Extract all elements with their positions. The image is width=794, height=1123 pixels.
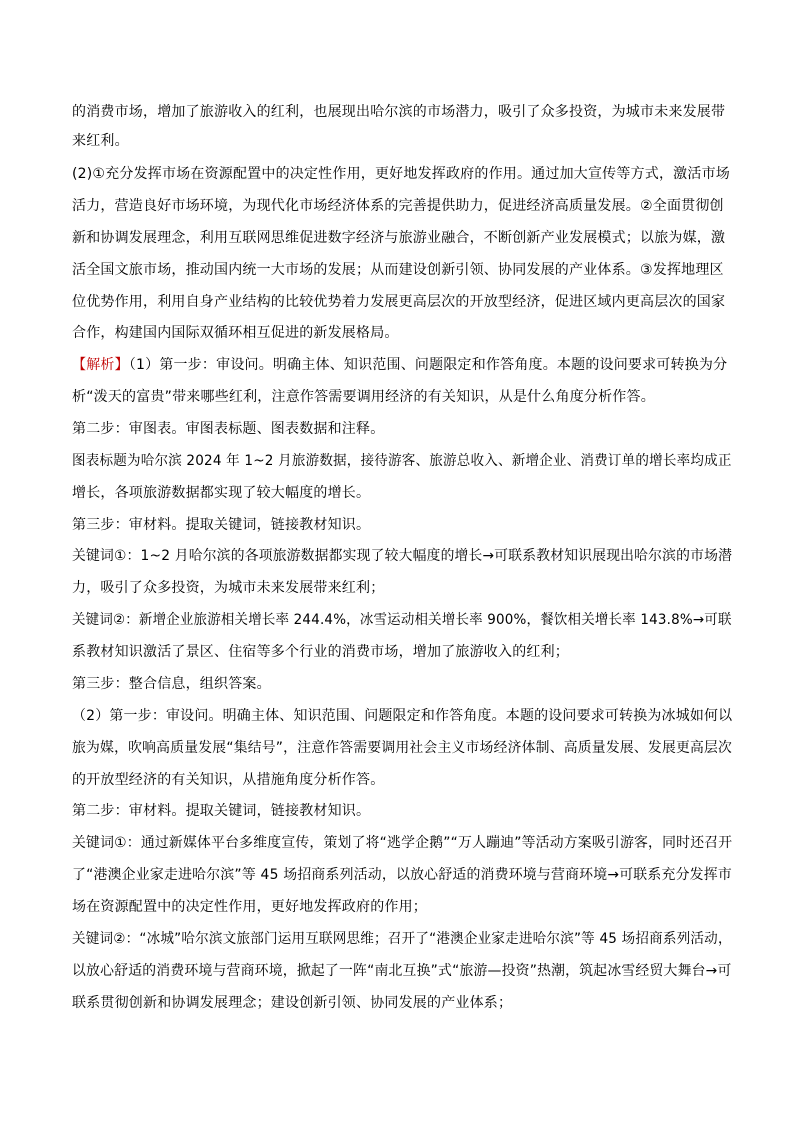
text-line: 位优势作用，利用自身产业结构的比较优势着力发展更高层次的开放型经济，促进区域内更高层次的国家: [72, 294, 726, 310]
text-line: （2）第一步：审设问。明确主体、知识范围、问题限定和作答角度。本题的设问要求可转换为冰城如何以: [72, 708, 733, 724]
text-line: 力，吸引了众多投资，为城市未来发展带来红利；: [72, 580, 385, 596]
text-line: 关键词①：1~2 月哈尔滨的各项旅游数据都实现了较大幅度的增长→可联系教材知识展现出哈尔滨的市场潜: [72, 548, 733, 564]
text-line: 的消费市场，增加了旅游收入的红利，也展现出哈尔滨的市场潜力，吸引了众多投资，为城市未来发展带: [72, 104, 726, 120]
text-line: 系教材知识激活了景区、住宿等多个行业的消费市场，增加了旅游收入的红利；: [72, 644, 569, 660]
text-line: 的开放型经济的有关知识，从措施角度分析作答。: [72, 772, 385, 788]
text-line: 关键词②：“冰城”哈尔滨文旅部门运用互联网思维；召开了“港澳企业家走进哈尔滨”等 45 场招商系列活动，: [72, 931, 732, 947]
text-line: 第二步：审图表。审图表标题、图表数据和注释。: [72, 421, 385, 437]
text-line: 第二步：审材料。提取关键词，链接教材知识。: [72, 803, 371, 819]
text-line: 增长，各项旅游数据都实现了较大幅度的增长。: [72, 485, 371, 501]
text-line: 第三步：整合信息，组织答案。: [72, 676, 271, 692]
text-line: 场在资源配置中的决定性作用，更好地发挥政府的作用；: [72, 899, 427, 915]
analysis-line: [72, 355, 732, 375]
text-line: 来红利。: [72, 133, 129, 149]
text-line: 联系贯彻创新和协调发展理念；建设创新引领、协同发展的产业体系；: [72, 995, 513, 1011]
text-line: 图表标题为哈尔滨 2024 年 1~2 月旅游数据，接待游客、旅游总收入、新增企业、消费订单的增长率均成正: [72, 453, 732, 469]
text-line: 关键词①：通过新媒体平台多维度宣传，策划了将“逃学企鹅”“万人蹦迪”等活动方案吸引游客，同时还召开: [72, 835, 733, 851]
analysis-tag: 【解析】: [72, 357, 129, 373]
text-line: 活力，营造良好市场环境，为现代化市场经济体系的完善提供助力，促进经济高质量发展。②全面贯彻创: [72, 198, 724, 214]
text-line: 合作，构建国内国际双循环相互促进的新发展格局。: [72, 325, 399, 341]
text-line: 析“泼天的富贵”带来哪些红利，注意作答需要调用经济的有关知识，从是什么角度分析作答。: [72, 389, 655, 405]
text-line: 第三步：审材料。提取关键词，链接教材知识。: [72, 517, 371, 533]
text-line: 了“港澳企业家走进哈尔滨”等 45 场招商系列活动，以放心舒适的消费环境与营商环境→可联系充分发挥市: [72, 867, 732, 883]
answer-line: (2)①充分发挥市场在资源配置中的决定性作用，更好地发挥政府的作用。通过加大宣传等方式，激活市场: [72, 166, 730, 182]
text-line: 旅为媒，吹响高质量发展“集结号”，注意作答需要调用社会主义市场经济体制、高质量发展、发展更高层次: [72, 740, 733, 756]
text-line: 以放心舒适的消费环境与营商环境，掀起了一阵“南北互换”式“旅游—投资”热潮，筑起冰雪经贸大舞台→可: [72, 963, 732, 979]
text-line: 新和协调发展理念，利用互联网思维促进数字经济与旅游业融合，不断创新产业发展模式；以旅为媒，激: [72, 230, 726, 246]
text-line: 关键词②：新增企业旅游相关增长率 244.4%，冰雪运动相关增长率 900%，餐饮相关增长率 143.8%→可联: [72, 612, 732, 628]
text-line: 活全国文旅市场，推动国内统一大市场的发展；从而建设创新引领、协同发展的产业体系。③发挥地理区: [72, 262, 724, 278]
analysis-text: （1）第一步：审设问。明确主体、知识范围、问题限定和作答角度。本题的设问要求可转换为分: [128, 357, 728, 373]
